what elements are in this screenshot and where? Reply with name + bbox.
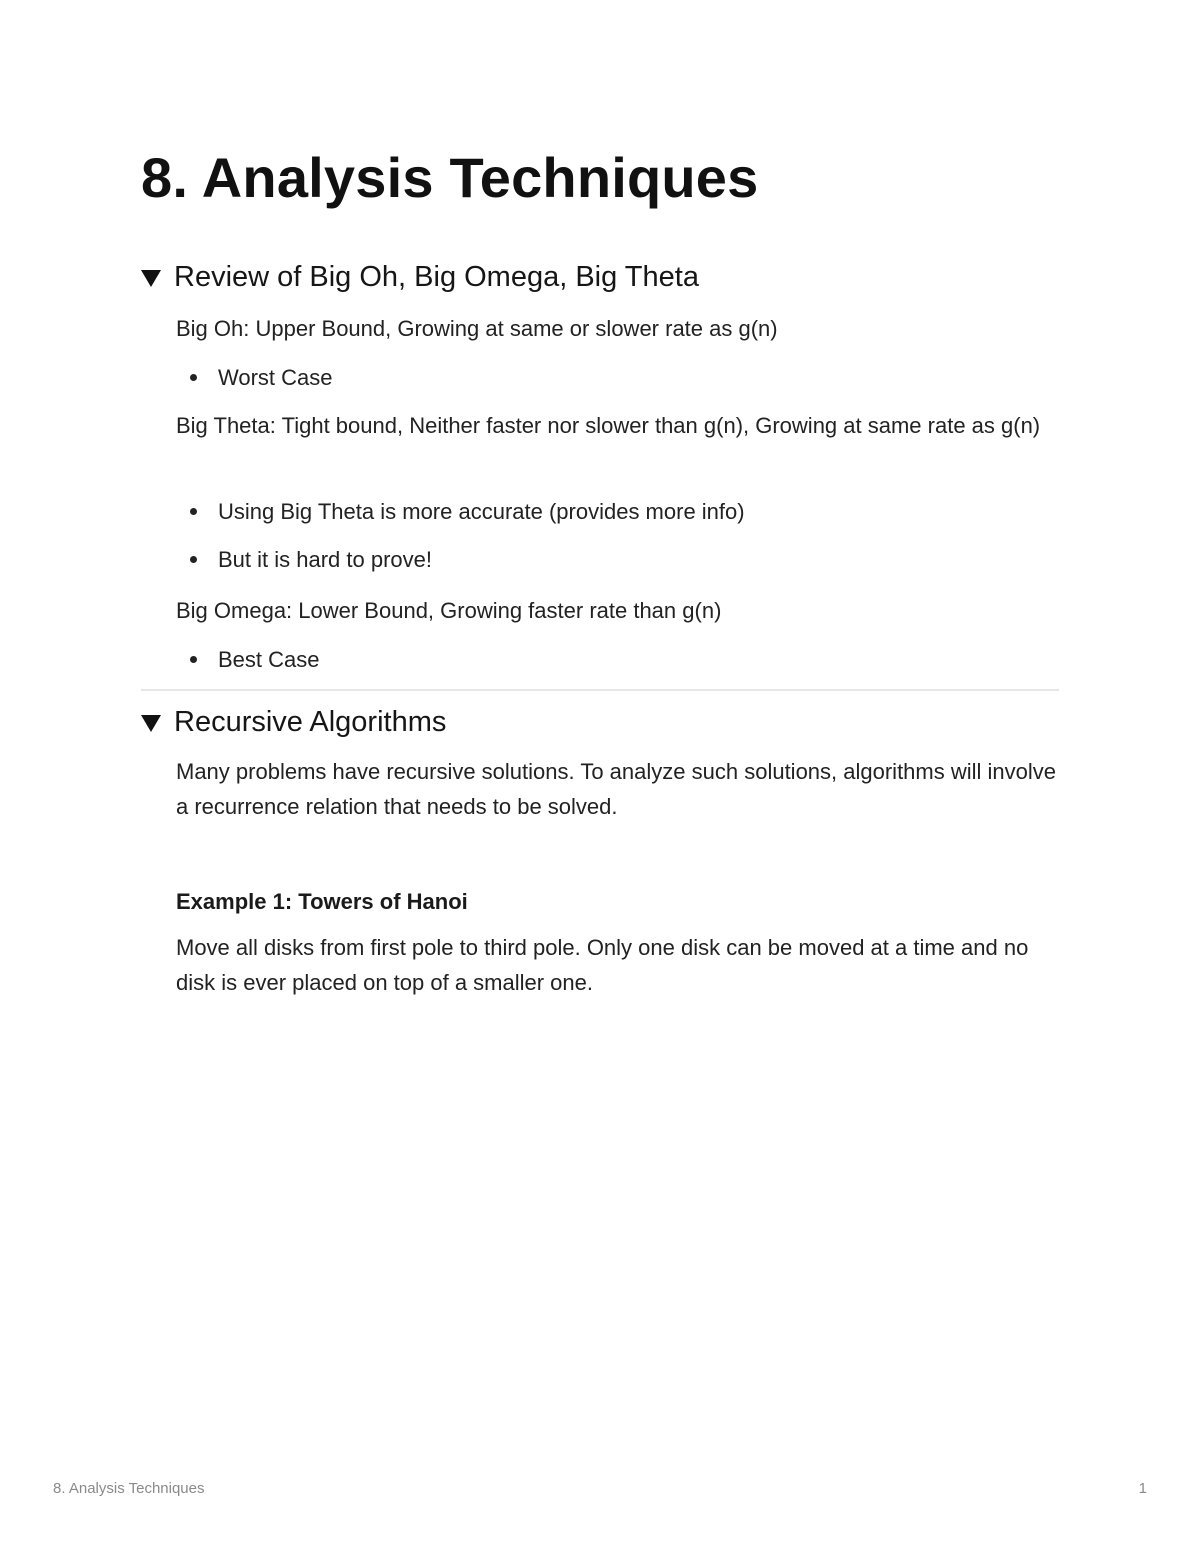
list-item-text: Worst Case: [218, 365, 333, 390]
big-theta-definition: Big Theta: Tight bound, Neither faster nor slower than g(n), Growing at same rate as g(n): [176, 413, 1041, 438]
bullet-dot-icon: [190, 556, 197, 563]
toggle-recursive[interactable]: [141, 702, 446, 742]
list-item: [190, 642, 320, 677]
big-omega-definition: Big Omega: Lower Bound, Growing faster rate than g(n): [176, 598, 722, 623]
list-item: [190, 360, 333, 395]
toggle-review[interactable]: [141, 257, 699, 297]
list-item: [190, 494, 745, 529]
footer-page-number: 1: [1138, 1480, 1147, 1497]
bullet-dot-icon: [190, 374, 197, 381]
example-description: Move all disks from first pole to third pole. Only one disk can be moved at a time and no disk is ever placed on top of a smaller one.: [176, 935, 1029, 995]
recursive-intro: Many problems have recursive solutions. To analyze such solutions, algorithms will involve a recurrence relation that needs to be solved.: [176, 759, 1056, 819]
section-heading-review: Review of Big Oh, Big Omega, Big Theta: [174, 261, 699, 293]
big-oh-definition: Big Oh: Upper Bound, Growing at same or slower rate as g(n): [176, 316, 778, 341]
bullet-dot-icon: [190, 656, 197, 663]
list-item-text: Using Big Theta is more accurate (provides more info): [218, 499, 745, 524]
page-title: 8. Analysis Techniques: [141, 146, 759, 209]
triangle-down-icon[interactable]: [141, 715, 161, 732]
list-item-text: Best Case: [218, 647, 320, 672]
section-heading-recursive: Recursive Algorithms: [174, 706, 447, 738]
triangle-down-icon[interactable]: [141, 270, 161, 287]
footer-doc-name: 8. Analysis Techniques: [53, 1480, 205, 1497]
bullet-dot-icon: [190, 508, 197, 515]
section-divider: [141, 689, 1059, 691]
list-item-text: But it is hard to prove!: [218, 547, 432, 572]
example-title: Example 1: Towers of Hanoi: [176, 889, 468, 914]
list-item: [190, 542, 432, 577]
